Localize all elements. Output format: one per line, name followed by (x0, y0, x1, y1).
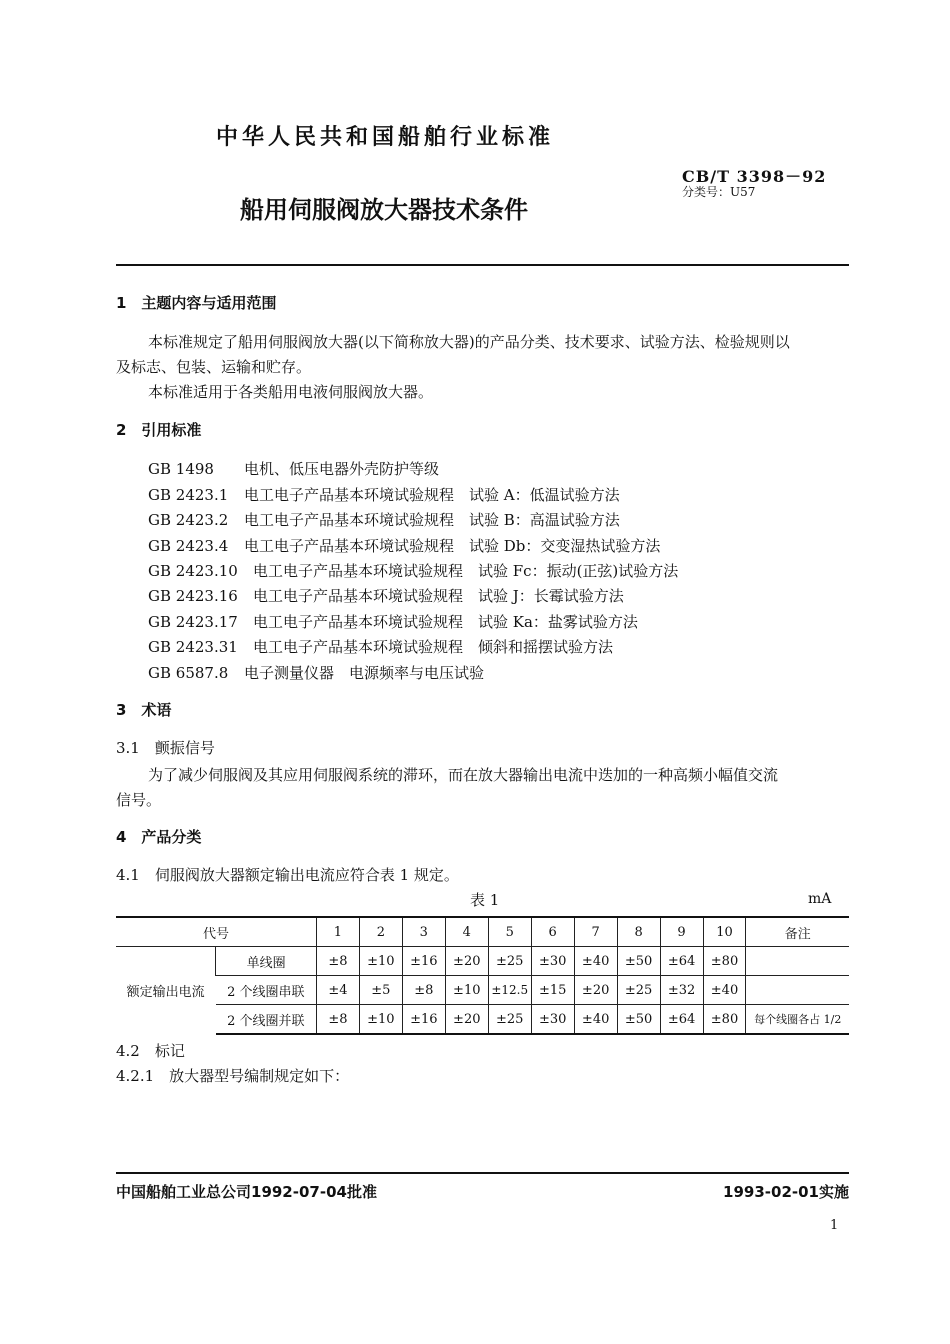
table-cell: ±8 (316, 1005, 359, 1035)
table-row (116, 947, 849, 976)
table-unit: mA (808, 891, 832, 907)
row-label: 2 个线圈并联 (216, 1005, 317, 1035)
table-cell: ±8 (316, 947, 359, 976)
table-cell: ±25 (488, 1005, 531, 1035)
reference-item (148, 662, 484, 683)
remark-cell: 每个线圈各占 1/2 (746, 1005, 849, 1035)
section-3-1-heading: 3.1 颤振信号 (116, 739, 215, 757)
section-4-2-heading: 4.2 标记 (116, 1042, 185, 1060)
reference-code: GB 2423.2 (148, 511, 229, 529)
section-1-para: 及标志、包装、运输和贮存。 (116, 358, 312, 376)
reference-item (148, 509, 620, 530)
column-header: 1 (316, 917, 359, 947)
table-cell: ±30 (531, 1005, 574, 1035)
table-cell: ±64 (660, 1005, 703, 1035)
reference-title: 电工电子产品基本环境试验规程 试验 A：低温试验方法 (244, 486, 620, 504)
table-header-row (116, 917, 849, 947)
standard-org: 中华人民共和国船舶行业标准 (216, 125, 555, 150)
table-cell: ±8 (402, 976, 445, 1005)
table-cell: ±20 (445, 1005, 488, 1035)
table-cell: ±15 (531, 976, 574, 1005)
group-label: 额定输出电流 (116, 947, 216, 1035)
header-rule (116, 264, 849, 266)
section-1-para: 本标准规定了船用伺服阀放大器(以下简称放大器)的产品分类、技术要求、试验方法、检验规则以 (148, 333, 790, 351)
remark-cell (746, 947, 849, 976)
table-cell: ±30 (531, 947, 574, 976)
table-cell: ±20 (574, 976, 617, 1005)
reference-code: GB 2423.10 (148, 562, 238, 580)
reference-item (148, 611, 638, 632)
table-cell: ±40 (574, 1005, 617, 1035)
column-header: 5 (488, 917, 531, 947)
reference-code: GB 6587.8 (148, 664, 229, 682)
reference-code: GB 1498 (148, 460, 214, 478)
table-cell: ±20 (445, 947, 488, 976)
table-cell: ±12.5 (488, 976, 531, 1005)
table-cell: ±80 (703, 947, 746, 976)
table-cell: ±50 (617, 1005, 660, 1035)
section-4-heading: 4 产品分类 (116, 828, 202, 846)
column-header: 7 (574, 917, 617, 947)
section-3-para: 为了减少伺服阀及其应用伺服阀系统的滞环，而在放大器输出电流中迭加的一种高频小幅值交流 (148, 766, 779, 784)
reference-item (148, 458, 439, 479)
table-cell: ±10 (359, 947, 402, 976)
row-label: 2 个线圈串联 (216, 976, 317, 1005)
rated-current-table (116, 916, 849, 1035)
table-cell: ±10 (445, 976, 488, 1005)
reference-code: GB 2423.17 (148, 613, 238, 631)
table-row (116, 976, 849, 1005)
reference-title: 电工电子产品基本环境试验规程 试验 Db：交变湿热试验方法 (244, 537, 661, 555)
classification: 分类号：U57 (682, 185, 756, 199)
reference-item (148, 535, 660, 556)
table-cell: ±40 (703, 976, 746, 1005)
section-2-heading: 2 引用标准 (116, 421, 202, 439)
remark-cell (746, 976, 849, 1005)
document-title: 船用伺服阀放大器技术条件 (240, 196, 528, 224)
reference-code: GB 2423.4 (148, 537, 229, 555)
section-4-1-heading: 4.1 伺服阀放大器额定输出电流应符合表 1 规定。 (116, 866, 459, 884)
column-header: 3 (402, 917, 445, 947)
table-cell: ±16 (402, 947, 445, 976)
standard-code: CB/T 3398－92 (682, 167, 827, 186)
table-cell: ±4 (316, 976, 359, 1005)
reference-code: GB 2423.16 (148, 587, 238, 605)
table-cell: ±5 (359, 976, 402, 1005)
section-3-heading: 3 术语 (116, 701, 172, 719)
table-cell: ±80 (703, 1005, 746, 1035)
column-header: 4 (445, 917, 488, 947)
approval-line: 中国船舶工业总公司1992-07-04批准 (116, 1183, 377, 1201)
page-number: 1 (830, 1218, 839, 1233)
table-cell: ±25 (488, 947, 531, 976)
reference-title: 电子测量仪器 电源频率与电压试验 (244, 664, 485, 682)
table-cell: ±32 (660, 976, 703, 1005)
reference-item (148, 484, 620, 505)
table-title: 表 1 (470, 891, 500, 909)
reference-item (148, 560, 678, 581)
section-3-para: 信号。 (116, 791, 162, 809)
reference-title: 电工电子产品基本环境试验规程 试验 B：高温试验方法 (244, 511, 620, 529)
table-cell: ±40 (574, 947, 617, 976)
table-cell: ±16 (402, 1005, 445, 1035)
effective-date: 1993-02-01实施 (723, 1183, 849, 1201)
column-header: 10 (703, 917, 746, 947)
table-cell: ±25 (617, 976, 660, 1005)
table-cell: ±50 (617, 947, 660, 976)
reference-item (148, 585, 624, 606)
reference-title: 电机、低压电器外壳防护等级 (244, 460, 440, 478)
section-1-heading: 1 主题内容与适用范围 (116, 294, 277, 312)
column-header: 9 (660, 917, 703, 947)
row-label: 单线圈 (216, 947, 317, 976)
reference-title: 电工电子产品基本环境试验规程 倾斜和摇摆试验方法 (253, 638, 614, 656)
reference-code: GB 2423.1 (148, 486, 229, 504)
reference-title: 电工电子产品基本环境试验规程 试验 J：长霉试验方法 (253, 587, 624, 605)
reference-title: 电工电子产品基本环境试验规程 试验 Fc：振动(正弦)试验方法 (253, 562, 679, 580)
section-1-para: 本标准适用于各类船用电液伺服阀放大器。 (148, 383, 434, 401)
code-header: 代号 (116, 917, 316, 947)
column-header: 8 (617, 917, 660, 947)
reference-item (148, 636, 613, 657)
table-row (116, 1005, 849, 1035)
column-header: 2 (359, 917, 402, 947)
reference-code: GB 2423.31 (148, 638, 238, 656)
table-cell: ±10 (359, 1005, 402, 1035)
remark-header: 备注 (746, 917, 849, 947)
table-cell: ±64 (660, 947, 703, 976)
reference-title: 电工电子产品基本环境试验规程 试验 Ka：盐雾试验方法 (253, 613, 638, 631)
footer-rule (116, 1172, 849, 1174)
column-header: 6 (531, 917, 574, 947)
section-4-2-1-heading: 4.2.1 放大器型号编制规定如下： (116, 1067, 350, 1085)
